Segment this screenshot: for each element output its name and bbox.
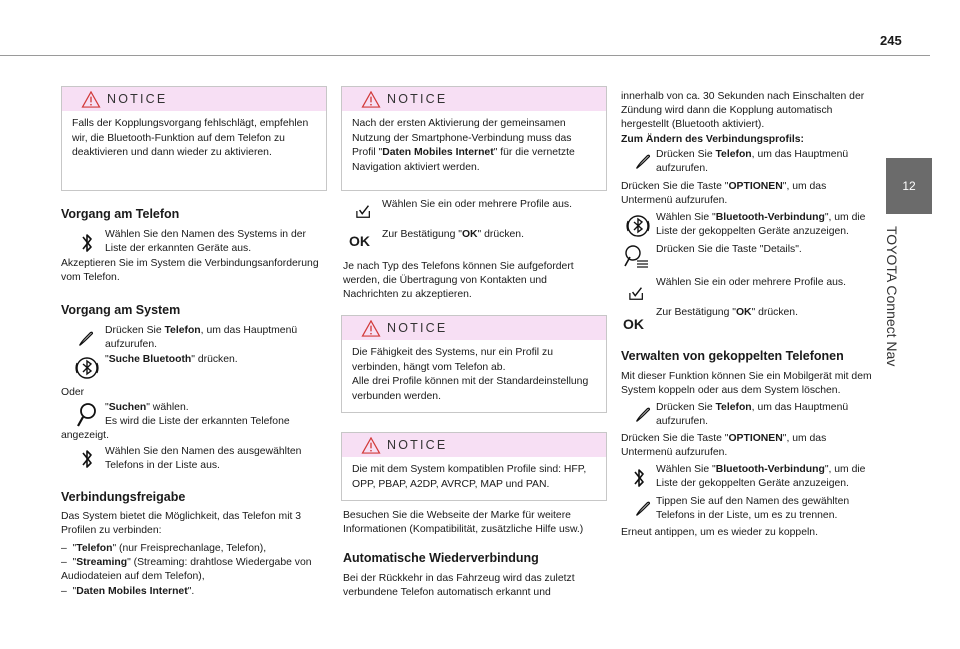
bluetooth-icon xyxy=(630,466,648,490)
depending-text: Je nach Typ des Telefons können Sie aufgefordert werden, die Übertragung von Kontakten und Nachrichten zu akzeptieren. xyxy=(343,261,574,301)
sys-suchen-bold: Suchen xyxy=(108,402,147,413)
notice-box xyxy=(341,315,607,413)
select-profiles: Wählen Sie ein oder mehrere Profile aus. xyxy=(656,277,847,288)
warning-icon xyxy=(361,91,381,108)
sys-suchen-post: " wählen. xyxy=(146,402,189,413)
section-title: TOYOTA Connect Nav xyxy=(884,226,900,367)
notice-text: Falls der Kopplungsvorgang fehlschlägt, empfehlen wir, die Bluetooth-Funktion auf dem Telefon zu deaktivieren und dann wieder zu aktivieren. xyxy=(72,118,309,159)
share2-bold: Streaming xyxy=(76,557,128,568)
share1-post: " (nur Freisprechanlage, Telefon), xyxy=(112,543,267,554)
bluetooth-icon xyxy=(78,447,96,471)
website-text: Besuchen Sie die Webseite der Marke für weitere Informationen (Kompatibilität, zusätzliche Hilfe usw.) xyxy=(343,510,584,536)
press-pre: Drücken Sie xyxy=(656,149,716,160)
or-text: Oder xyxy=(61,387,85,398)
options-text xyxy=(621,180,879,208)
bt-post: ", um die Liste der gekoppelten Geräte anzuzeigen. xyxy=(656,212,866,238)
dash: – xyxy=(61,557,67,568)
notice-header xyxy=(342,433,606,457)
press-bold: Telefon xyxy=(715,149,752,160)
sys-list-l1: Es wird die Liste der erkannten Telefone xyxy=(105,416,290,427)
confirm-pre: Zur Bestätigung " xyxy=(382,229,462,240)
pen-icon xyxy=(632,498,654,520)
options-text-2 xyxy=(621,432,879,460)
search-icon xyxy=(75,401,99,429)
auto-text: Bei der Rückkehr in das Fahrzeug wird das zuletzt verbundene Telefon automatisch erkannt und xyxy=(343,573,575,599)
share-item-2: – "Streaming" (Streaming: drahtlose Wiedergabe von Audiodateien auf dem Telefon), xyxy=(61,557,312,583)
phone-accept: Akzeptieren Sie im System die Verbindungsanforderung vom Telefon. xyxy=(61,258,319,284)
select-profiles: Wählen Sie ein oder mehrere Profile aus. xyxy=(382,199,573,210)
opt2-post: ", um das Untermenü aufzurufen. xyxy=(621,433,827,459)
heading-system: Vorgang am System xyxy=(61,303,181,317)
share2-post: " (Streaming: drahtlose Wiedergabe von Audiodateien auf dem Telefon), xyxy=(61,557,312,583)
confirm-post: " drücken. xyxy=(751,307,798,318)
press2-post: , um das Hauptmenü aufzurufen. xyxy=(656,402,849,428)
confirm-bold: OK xyxy=(461,229,478,240)
notice-box xyxy=(61,86,327,191)
press-phone-2 xyxy=(656,401,878,429)
opt-bold: OPTIONEN xyxy=(728,181,783,192)
share-item-1: – "Telefon" (nur Freisprechanlage, Telefon), xyxy=(61,543,267,554)
press2-pre: Drücken Sie xyxy=(656,402,716,413)
bt-connection-2 xyxy=(656,463,878,491)
details-text: Drücken Sie die Taste "Details". xyxy=(656,244,802,255)
bt2-pre: Wählen Sie " xyxy=(656,464,716,475)
share-item-3: – "Daten Mobiles Internet". xyxy=(61,586,195,597)
bt-pre: Wählen Sie " xyxy=(656,212,716,223)
notice-box xyxy=(341,86,607,191)
sys-press-bold: Telefon xyxy=(164,325,201,336)
manage-text: Mit dieser Funktion können Sie ein Mobilgerät mit dem System koppeln oder aus dem System löschen. xyxy=(621,371,872,397)
tap-text: Tippen Sie auf den Namen des gewählten Telefons in der Liste, um es zu trennen. xyxy=(656,496,850,522)
confirm-bold: OK xyxy=(735,307,752,318)
dash: – xyxy=(61,586,67,597)
section-title-container xyxy=(884,226,920,386)
notice3-line1: Die Fähigkeit des Systems, nur ein Profil zu verbinden, hängt vom Telefon ab. xyxy=(352,347,553,373)
notice-title: NOTICE xyxy=(107,92,168,106)
notice-header xyxy=(62,87,326,111)
opt-post: ", um das Untermenü aufzurufen. xyxy=(621,181,827,207)
warning-icon xyxy=(361,437,381,454)
dash: – xyxy=(61,543,67,554)
bluetooth-search-icon xyxy=(73,354,101,382)
confirm-post: " drücken. xyxy=(477,229,524,240)
warning-icon xyxy=(361,320,381,337)
notice-title: NOTICE xyxy=(387,92,448,106)
checkbox-icon xyxy=(628,285,646,301)
opt-pre: Drücken Sie die Taste " xyxy=(621,181,729,192)
q: " xyxy=(105,402,109,413)
share1-bold: Telefon xyxy=(76,543,113,554)
confirm-pre: Zur Bestätigung " xyxy=(656,307,736,318)
opt2-bold: OPTIONEN xyxy=(728,433,783,444)
share3-bold: Daten Mobiles Internet xyxy=(76,586,188,597)
press-post: , um das Hauptmenü aufzurufen. xyxy=(656,149,849,175)
confirm-ok xyxy=(656,306,878,320)
sys-press-post: , um das Hauptmenü aufzurufen. xyxy=(105,325,298,351)
share3-post: ". xyxy=(187,586,195,597)
press-phone xyxy=(656,148,878,176)
notice-text xyxy=(342,340,606,404)
sys-search-post: " drücken. xyxy=(191,354,238,365)
ok-icon: OK xyxy=(623,316,644,332)
heading-change-profile: Zum Ändern des Verbindungsprofils: xyxy=(621,134,805,145)
q: " xyxy=(105,354,109,365)
bt-connection xyxy=(656,211,878,239)
warning-icon xyxy=(81,91,101,108)
phone-step: Wählen Sie den Namen des Systems in der Liste der erkannten Geräte aus. xyxy=(105,229,306,255)
notice-title: NOTICE xyxy=(387,438,448,452)
bt2-bold: Bluetooth-Verbindung xyxy=(715,464,825,475)
sys-select: Wählen Sie den Namen des ausgewählten Telefons in der Liste aus. xyxy=(105,446,302,472)
heading-phone: Vorgang am Telefon xyxy=(61,207,180,221)
heading-manage: Verwalten von gekoppelten Telefonen xyxy=(621,349,844,363)
bluetooth-search-icon xyxy=(624,212,652,240)
details-icon xyxy=(622,243,650,271)
press2-bold: Telefon xyxy=(715,402,752,413)
bt2-post: ", um die Liste der gekoppelten Geräte anzuzeigen. xyxy=(656,464,866,490)
bluetooth-icon xyxy=(78,231,96,255)
ok-icon: OK xyxy=(349,233,370,249)
notice2-pre: Nach der ersten Aktivierung der gemeinsamen Nutzung der Smartphone-Verbindung muss das Profil " xyxy=(352,118,572,159)
notice-header xyxy=(342,316,606,340)
notice-text xyxy=(342,111,606,175)
pen-icon xyxy=(632,151,654,173)
opt2-pre: Drücken Sie die Taste " xyxy=(621,433,729,444)
notice-header xyxy=(342,87,606,111)
notice3-line2: Alle drei Profile können mit der Standardeinstellung verbunden werden. xyxy=(352,376,589,402)
heading-auto-reconnect: Automatische Wiederverbindung xyxy=(343,551,539,565)
pen-icon xyxy=(75,328,97,350)
sys-press xyxy=(105,324,323,352)
header-rule xyxy=(0,55,930,56)
section-tab: 12 xyxy=(886,158,932,214)
retap-text: Erneut antippen, um es wieder zu koppeln. xyxy=(621,527,818,538)
sys-search xyxy=(105,353,323,367)
sys-list-l2: angezeigt. xyxy=(61,430,109,441)
page-number: 245 xyxy=(880,33,902,48)
confirm-ok xyxy=(382,228,604,242)
checkbox-icon xyxy=(355,203,373,219)
pen-icon xyxy=(632,404,654,426)
notice-box xyxy=(341,432,607,501)
bt-bold: Bluetooth-Verbindung xyxy=(715,212,825,223)
heading-share: Verbindungsfreigabe xyxy=(61,490,186,504)
sys-suchen xyxy=(105,401,323,415)
notice2-post: " für die vernetzte Navigation aktiviert werden. xyxy=(352,147,575,173)
notice-title: NOTICE xyxy=(387,321,448,335)
sys-press-pre: Drücken Sie xyxy=(105,325,165,336)
notice2-bold: Daten Mobiles Internet xyxy=(382,147,494,159)
share-intro: Das System bietet die Möglichkeit, das Telefon mit 3 Profilen zu verbinden: xyxy=(61,511,302,537)
sys-search-bold: Suche Bluetooth xyxy=(108,354,192,365)
notice-text: Die mit dem System kompatiblen Profile sind: HFP, OPP, PBAP, A2DP, AVRCP, MAP und PAN. xyxy=(352,464,587,490)
continued-text: innerhalb von ca. 30 Sekunden nach Einschalten der Zündung wird dann die Kopplung automatisch hergestellt (Bluetooth aktiviert). xyxy=(621,91,865,131)
